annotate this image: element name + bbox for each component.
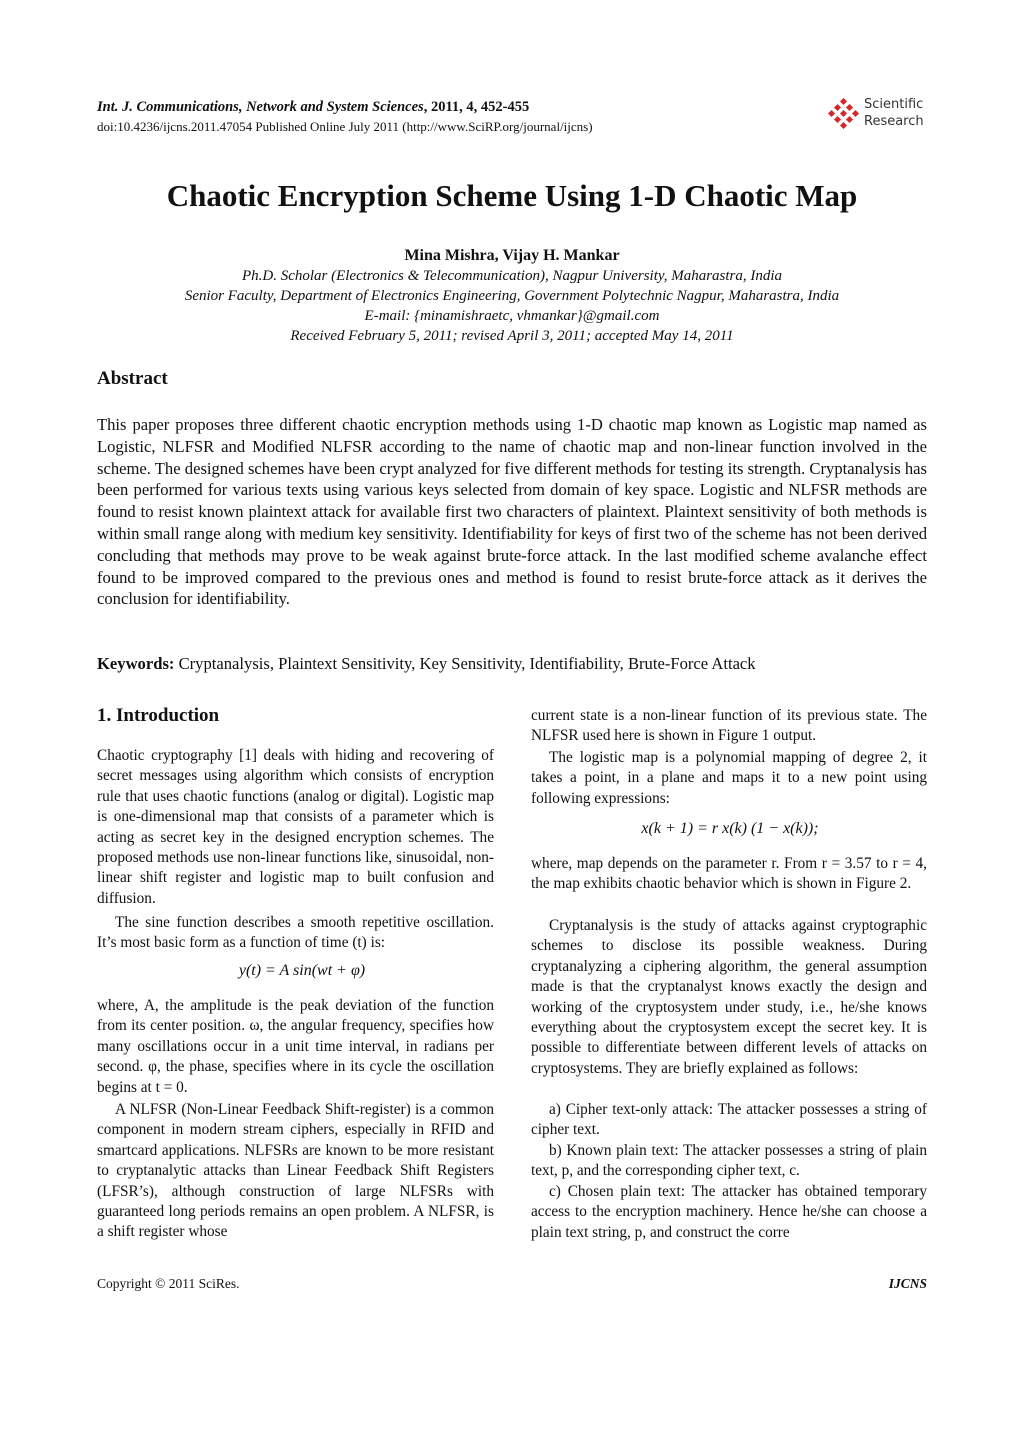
paragraph: The logistic map is a polynomial mapping of degree 2, it takes a point, in a plane and maps it to a new point using following expressions: — [531, 749, 927, 807]
section-heading: 1. Introduction — [97, 705, 220, 726]
received-dates: Received February 5, 2011; revised April 3, 2011; accepted May 14, 2011 — [290, 328, 734, 344]
journal-abbreviation: IJCNS — [888, 1276, 927, 1291]
paragraph: current state is a non-linear function of its previous state. The NLFSR used here is shown in Figure 1 output. — [531, 707, 927, 745]
publisher-logo-text — [864, 96, 924, 130]
abstract-text: This paper proposes three different chaotic encryption methods using 1-D chaotic map known as Logistic map named as Logistic, NLFSR and Modified NLFSR according to the name of chaotic map and non-linear function involved in the scheme. The designed schemes have been crypt analyzed for five different methods for testing its strength. Cryptanalysis has been performed for various texts using various keys selected from domain of key space. Logistic and NLFSR methods are found to resist known plaintext attack for available first two characters of plaintext. Plaintext sensitivity of both methods is within small range along with medium key sensitivity. Identifiability for keys of first two of the scheme has not been derived concluding that methods may prove to be weak against brute-force attack. In the last modified scheme avalanche effect found to be improved compared to the previous ones and method is found to resist brute-force attack as it derives the conclusion for identifiability. — [97, 415, 927, 609]
publisher-logo-icon — [828, 98, 860, 130]
paragraph: where, A, the amplitude is the peak deviation of the function from its center position. ω, the angular frequency, specifies how many oscillations occur in a unit time interval, in radians per second. φ, the phase, specifies where in its cycle the oscillation begins at t = 0. — [97, 997, 494, 1096]
affiliation-1: Ph.D. Scholar (Electronics & Telecommunication), Nagpur University, Maharastra, India — [241, 268, 783, 284]
paragraph: Cryptanalysis is the study of attacks against cryptographic schemes to disclose its possible weakness. During cryptanalyzing a ciphering algorithm, the general assumption made is that the cryptanalyst knows exactly the design and working of the cryptosystem under study, i.e., he/she knows everything about the cryptosystem except the secret key. It is possible to differentiate between different levels of attacks on cryptosystems. They are briefly explained as follows: — [531, 917, 927, 1077]
keywords-label: Keywords: — [97, 654, 175, 673]
paragraph: Chaotic cryptography [1] deals with hiding and recovering of secret messages using algorithm which consists of encryption rule that uses chaotic functions (analog or digital). Logistic map is one-dimensional map that consists of a parameter which is acting as secret key in the designed encryption schemes. The proposed methods use non-linear functions like, sinusoidal, non-linear shift register and logistic map to built confusion and diffusion. — [97, 747, 494, 907]
journal-citation — [97, 99, 529, 116]
paragraph: A NLFSR (Non-Linear Feedback Shift-register) is a common component in modern stream ciphers, especially in RFID and smartcard applications. NLFSRs are known to be more resistant to cryptanalytic attacks than Linear Feedback Shift Registers (LFSR’s), although construction of large NLFSRs with guaranteed long periods remains an open problem. A NLFSR, is a shift register whose — [97, 1101, 494, 1241]
paragraph: where, map depends on the parameter r. From r = 3.57 to r = 4, the map exhibits chaotic behavior which is shown in Figure 2. — [531, 855, 927, 893]
paragraph: a) Cipher text-only attack: The attacker possesses a string of cipher text. — [531, 1101, 927, 1139]
journal-name: Int. J. Communications, Network and System Sciences — [97, 99, 424, 115]
equation-logistic: x(k + 1) = r x(k) (1 − x(k)); — [641, 820, 819, 837]
abstract-heading: Abstract — [97, 368, 168, 389]
affiliation-2: Senior Faculty, Department of Electronics Engineering, Government Polytechnic Nagpur, Maharastra, India — [184, 288, 840, 304]
email-line: E-mail: {minamishraetc, vhmankar}@gmail.com — [364, 308, 660, 324]
keywords — [97, 654, 756, 674]
authors: Mina Mishra, Vijay H. Mankar — [404, 247, 620, 264]
journal-volume: , 2011, 4, 452-455 — [423, 99, 530, 115]
paragraph: c) Chosen plain text: The attacker has obtained temporary access to the encryption machinery. Hence he/she can choose a plain text string, p, and construct the corre — [531, 1183, 927, 1241]
paragraph: b) Known plain text: The attacker possesses a string of plain text, p, and the corresponding cipher text, c. — [531, 1142, 927, 1180]
keywords-text: Cryptanalysis, Plaintext Sensitivity, Key Sensitivity, Identifiability, Brute-Force Attack — [174, 654, 756, 673]
doi-line: doi:10.4236/ijcns.2011.47054 Published Online July 2011 (http://www.SciRP.org/journal/ijcns) — [97, 119, 593, 134]
logo-line-1: Scientific — [864, 97, 924, 112]
equation-sine: y(t) = A sin(wt + φ) — [238, 962, 366, 979]
paragraph: The sine function describes a smooth repetitive oscillation. It’s most basic form as a function of time (t) is: — [97, 914, 494, 952]
logo-line-2: Research — [864, 114, 924, 129]
copyright: Copyright © 2011 SciRes. — [97, 1276, 240, 1291]
paper-title: Chaotic Encryption Scheme Using 1-D Chaotic Map — [166, 178, 858, 213]
publisher-logo — [828, 96, 938, 136]
